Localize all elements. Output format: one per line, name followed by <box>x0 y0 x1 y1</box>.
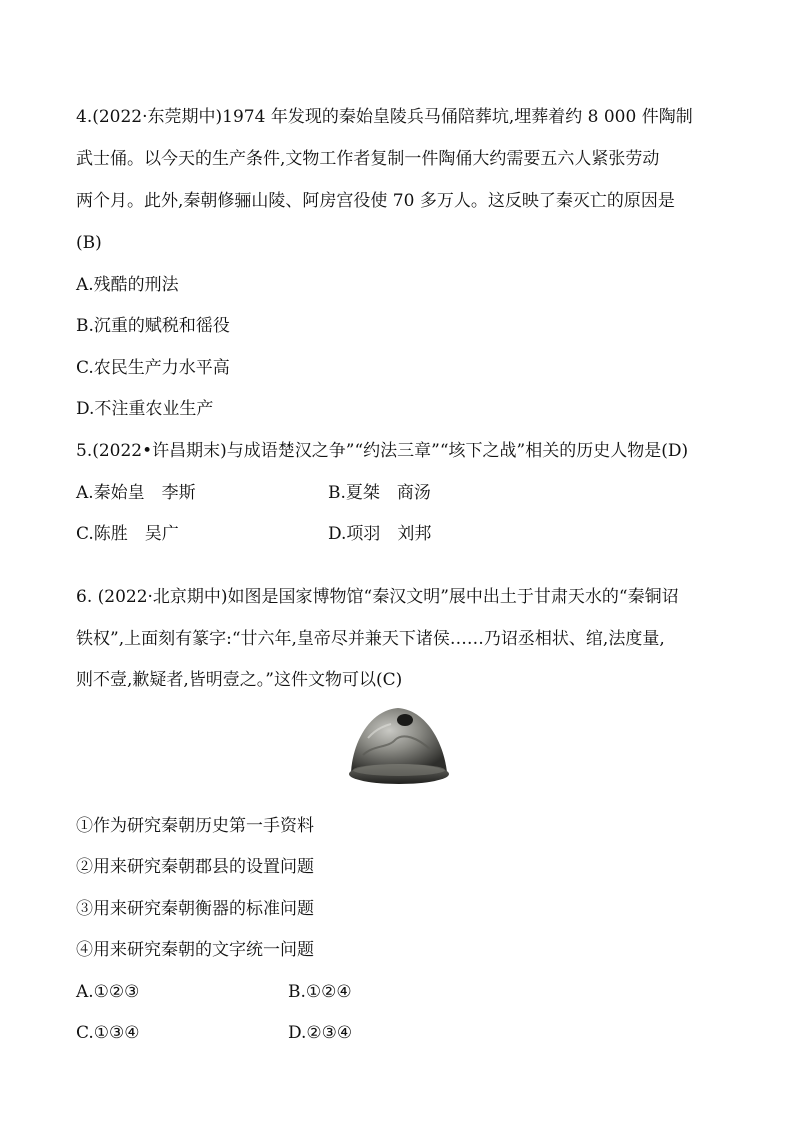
q4-answer: (B) <box>76 233 102 253</box>
q6-option-c: C.①③④ <box>76 1023 140 1043</box>
q6-stem-line-2: 铁权”,上面刻有篆字:“廿六年,皇帝尽并兼天下诸侯……乃诏丞相状、绾,法度量, <box>76 629 665 649</box>
q5-option-b: B.夏桀 商汤 <box>328 483 431 503</box>
q4-option-c: C.农民生产力水平高 <box>76 358 230 378</box>
q4-stem-line-3: 两个月。此外,秦朝修骊山陵、阿房宫役使 70 多万人。这反映了秦灭亡的原因是 <box>76 191 675 211</box>
q5-option-d: D.项羽 刘邦 <box>328 524 432 544</box>
q5-option-a: A.秦始皇 李斯 <box>76 483 196 503</box>
bronze-weight-image <box>343 700 453 790</box>
q5-option-c: C.陈胜 吴广 <box>76 524 179 544</box>
q4-stem-line-2: 武士俑。以今天的生产条件,文物工作者复制一件陶俑大约需要五六人紧张劳动 <box>76 149 660 169</box>
q4-option-a: A.残酷的刑法 <box>76 275 179 295</box>
q6-option-d: D.②③④ <box>288 1023 353 1043</box>
q6-option-b: B.①②④ <box>288 982 352 1002</box>
q6-stem-line-1: 6. (2022·北京期中)如图是国家博物馆“秦汉文明”展中出土于甘肃天水的“秦铜诏 <box>76 587 679 607</box>
q4-stem-line-1: 4.(2022·东莞期中)1974 年发现的秦始皇陵兵马俑陪葬坑,埋葬着约 8 000 件陶制 <box>76 107 693 127</box>
q6-stem-line-3: 则不壹,歉疑者,皆明壹之。”这件文物可以(C) <box>76 670 403 690</box>
q6-statement-2: ②用来研究秦朝郡县的设置问题 <box>76 857 314 877</box>
q6-statement-1: ①作为研究秦朝历史第一手资料 <box>76 816 314 836</box>
q6-statement-4: ④用来研究秦朝的文字统一问题 <box>76 940 314 960</box>
q6-statement-3: ③用来研究秦朝衡器的标准问题 <box>76 899 314 919</box>
q5-stem: 5.(2022•许昌期末)与成语楚汉之争”“约法三章”“垓下之战”相关的历史人物是(D) <box>76 441 689 461</box>
q6-option-a: A.①②③ <box>76 982 140 1002</box>
q4-option-b: B.沉重的赋税和徭役 <box>76 316 230 336</box>
q4-option-d: D.不注重农业生产 <box>76 399 214 419</box>
